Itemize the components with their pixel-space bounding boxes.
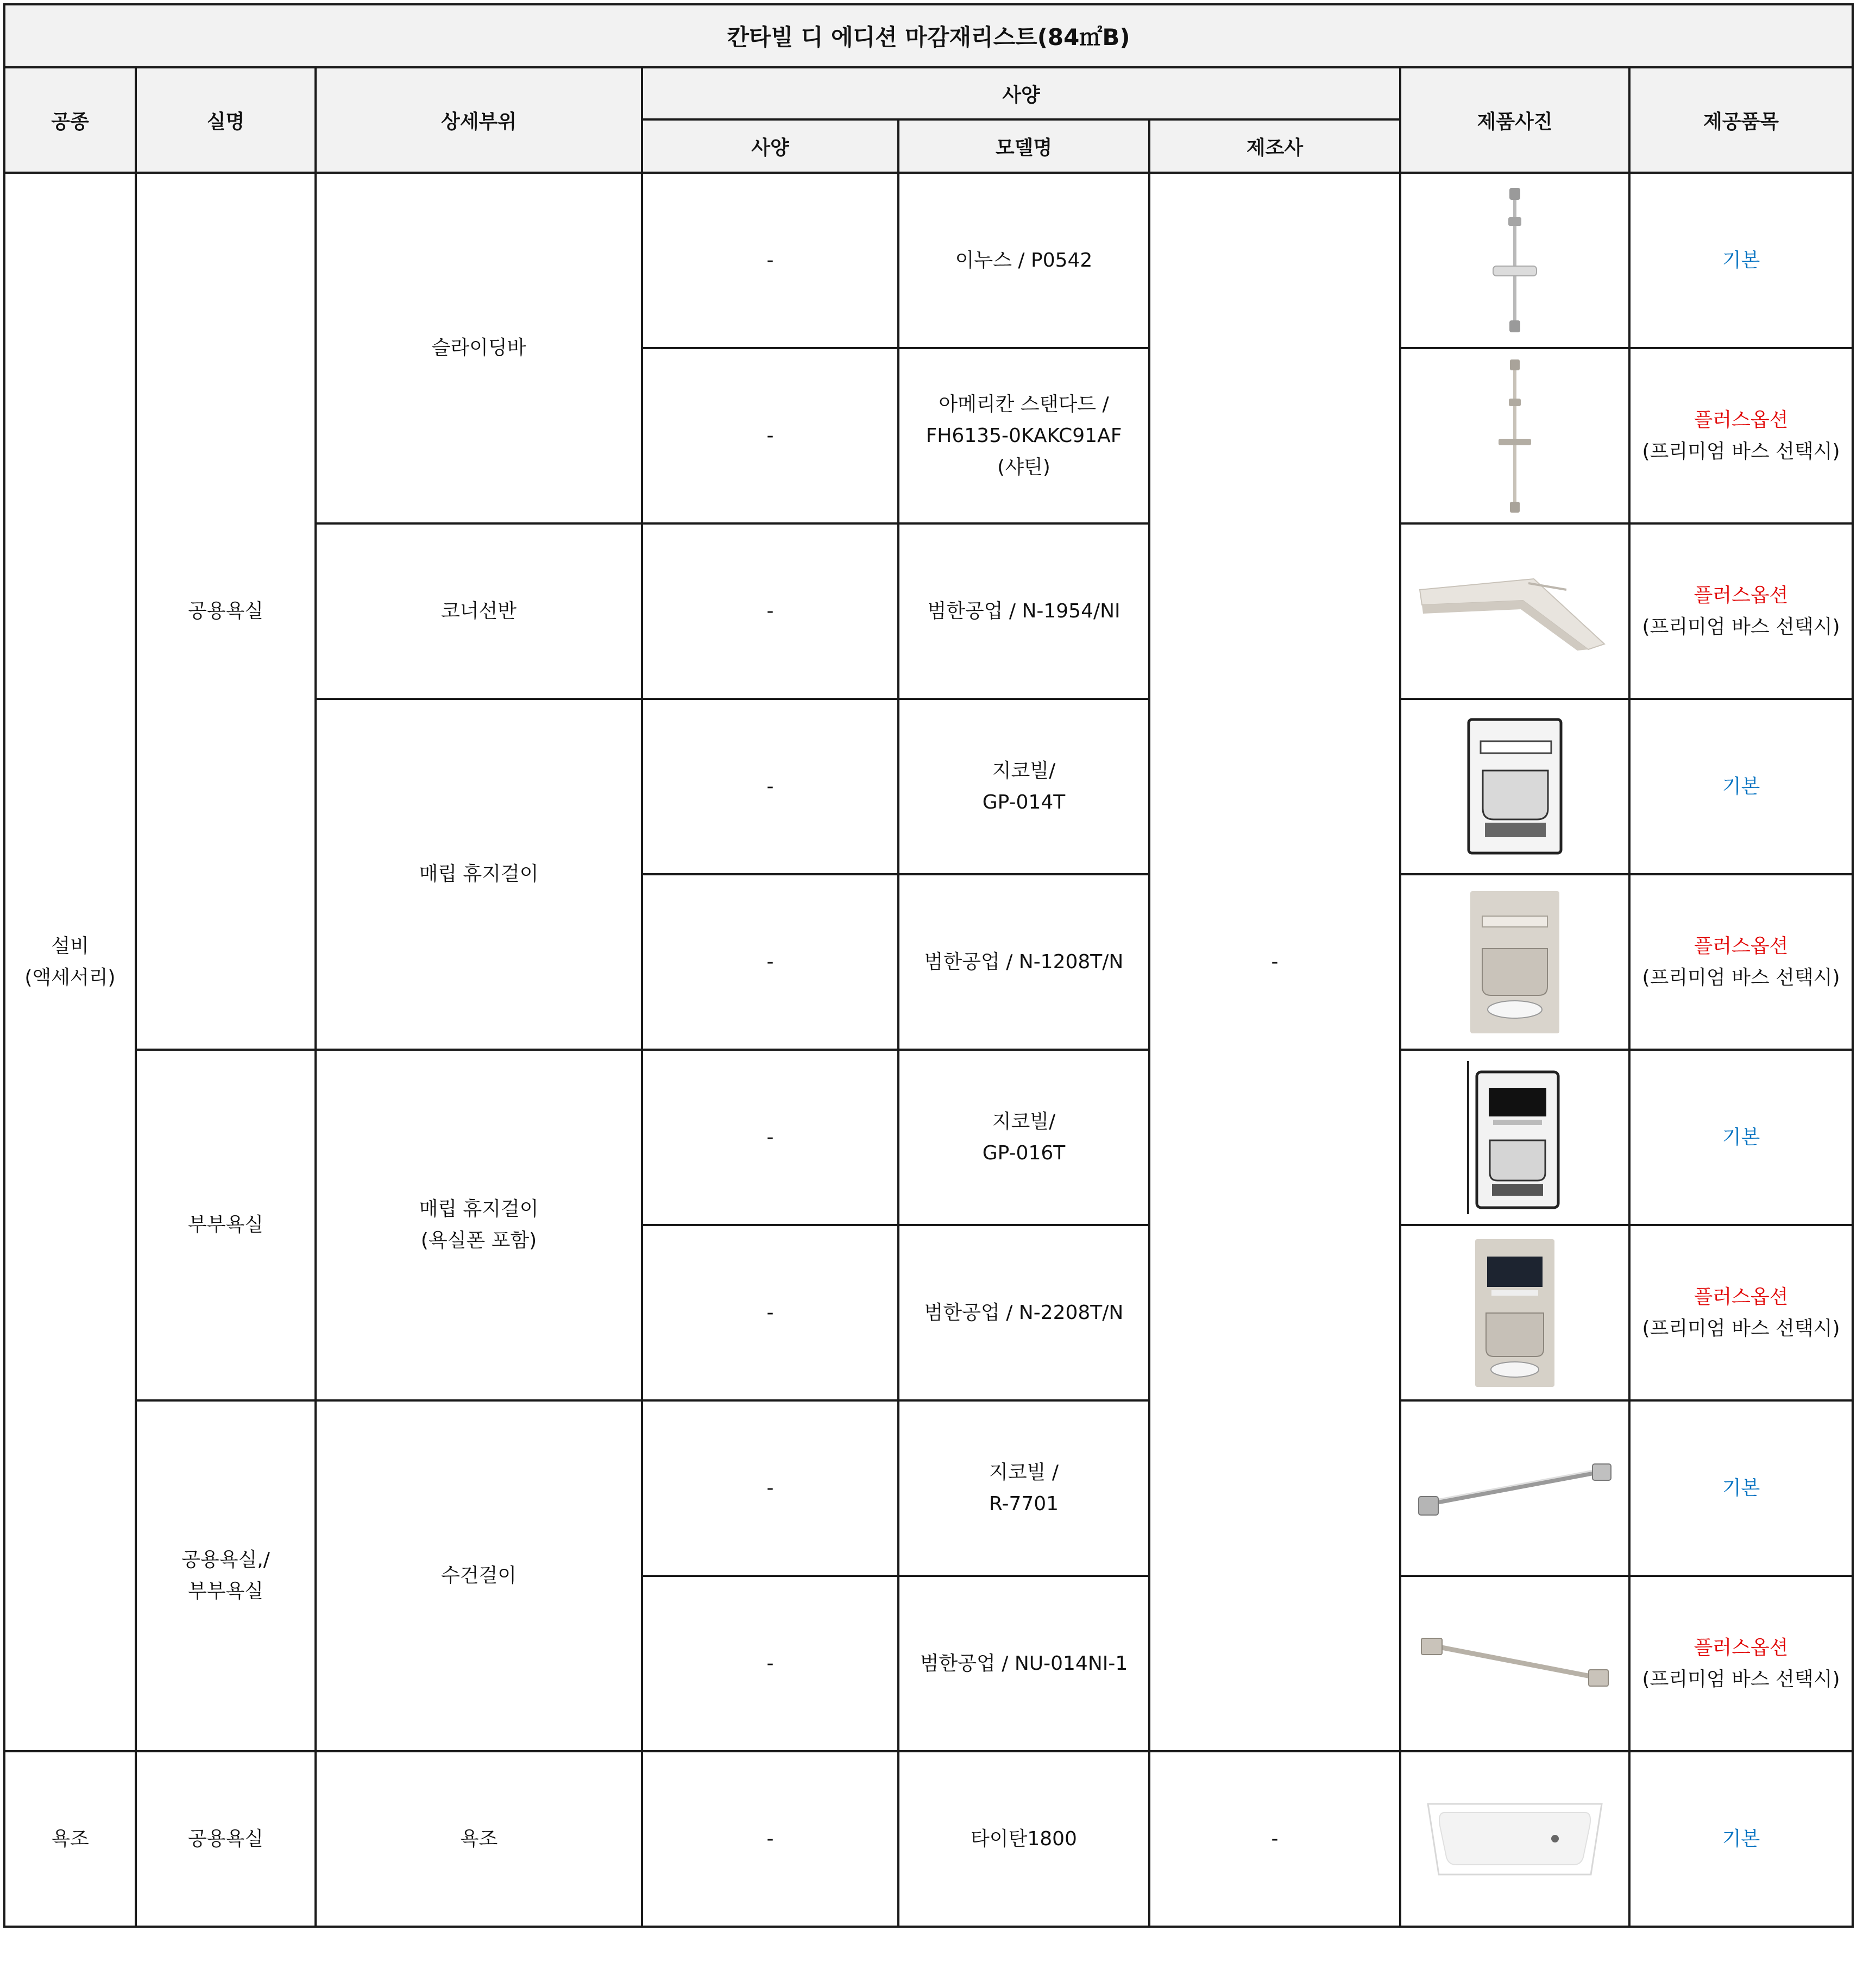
provision-plus-label: 플러스옵션 [1694,408,1789,431]
maker-bath-cell: - [1149,1751,1400,1927]
detail-paper-phone-line: 매립 휴지걸이 [419,1198,539,1220]
header-spec: 사양 [642,119,898,173]
model-cell [898,1050,1149,1225]
trade-equipment-label: 설비 [51,935,89,957]
header-detail: 상세부위 [316,67,642,173]
model-line: 범한공업 / NU-014NI-1 [920,1652,1128,1675]
provision-cell [1629,1050,1853,1225]
provision-plus-label: 플러스옵션 [1694,584,1789,607]
provision-cell [1629,874,1853,1050]
provision-note: (프리미엄 바스 선택시) [1642,440,1840,463]
spec-cell: - [642,1050,898,1225]
towel-bar-chrome-icon [1414,1459,1615,1518]
header-photo: 제품사진 [1400,67,1629,173]
provision-basic-label: 기본 [1722,1827,1760,1850]
photo-cell [1400,348,1629,523]
model-line: GP-016T [982,1141,1066,1164]
provision-cell [1629,523,1853,699]
provision-cell [1629,1225,1853,1400]
spec-cell: - [642,699,898,874]
detail-sliding-cell: 슬라이딩바 [316,173,642,523]
trade-bath-cell: 욕조 [4,1751,136,1927]
spec-cell: - [642,874,898,1050]
model-line: 아메리칸 스탠다드 / [939,393,1109,415]
spec-cell: - [642,1751,898,1927]
paper-holder-nickel-icon [1466,889,1564,1036]
model-line: 지코빌/ [992,1110,1056,1133]
model-cell [898,1576,1149,1751]
photo-cell [1400,523,1629,699]
room-both-line: 부부욕실 [187,1580,264,1602]
provision-note: (프리미엄 바스 선택시) [1642,1317,1840,1340]
finish-table [3,3,1854,1928]
model-line: FH6135-0KAKC91AF [926,424,1122,447]
photo-cell [1400,1050,1629,1225]
spec-cell: - [642,1225,898,1400]
photo-cell [1400,1751,1629,1927]
model-cell [898,173,1149,348]
provision-basic-label: 기본 [1722,775,1760,798]
spec-cell: - [642,1400,898,1576]
provision-cell [1629,1400,1853,1576]
trade-equipment-sub: (액세서리) [24,966,116,989]
model-line: (샤틴) [997,456,1050,478]
maker-equipment-cell: - [1149,173,1400,1751]
header-spec-group: 사양 [642,67,1400,119]
photo-cell [1400,874,1629,1050]
model-line: 지코빌 / [989,1461,1059,1484]
towel-bar-nickel-icon [1417,1634,1613,1694]
room-both-line: 공용욕실,/ [181,1549,270,1571]
provision-basic-label: 기본 [1722,249,1760,272]
header-model: 모델명 [898,119,1149,173]
detail-towel-cell: 수건걸이 [316,1400,642,1751]
provision-basic-label: 기본 [1722,1126,1760,1148]
model-line: 지코빌/ [992,759,1056,782]
photo-cell [1400,699,1629,874]
model-cell [898,874,1149,1050]
model-line: 타이탄1800 [971,1827,1077,1850]
model-cell [898,348,1149,523]
model-line: R-7701 [989,1492,1059,1515]
paper-holder-chrome-icon [1463,716,1566,857]
spec-cell: - [642,1576,898,1751]
header-provision: 제공품목 [1629,67,1853,173]
photo-cell [1400,1400,1629,1576]
spec-cell: - [642,523,898,699]
spec-cell: - [642,173,898,348]
provision-cell [1629,1576,1853,1751]
provision-plus-label: 플러스옵션 [1694,1636,1789,1659]
paper-holder-phone-nickel-icon [1469,1237,1561,1389]
model-line: 범한공업 / N-1954/NI [927,599,1121,622]
detail-corner-cell: 코너선반 [316,523,642,699]
sliding-bar-satin-icon [1482,357,1547,515]
paper-holder-phone-chrome-icon [1466,1059,1564,1216]
room-master-cell: 부부욕실 [136,1050,316,1400]
photo-cell [1400,173,1629,348]
model-cell [898,1400,1149,1576]
provision-cell [1629,348,1853,523]
room-both-cell [136,1400,316,1751]
finish-material-list [3,3,1852,1928]
model-cell [898,699,1149,874]
model-line: GP-014T [982,791,1066,813]
room-common-cell: 공용욕실 [136,173,316,1050]
header-room: 실명 [136,67,316,173]
provision-cell [1629,173,1853,348]
model-line: 범한공업 / N-2208T/N [924,1301,1124,1324]
photo-cell [1400,1576,1629,1751]
detail-paper-cell: 매립 휴지걸이 [316,699,642,1050]
model-cell [898,523,1149,699]
bathtub-icon [1422,1793,1607,1885]
provision-basic-label: 기본 [1722,1476,1760,1499]
provision-plus-label: 플러스옵션 [1694,1285,1789,1308]
photo-cell [1400,1225,1629,1400]
header-trade: 공종 [4,67,136,173]
table-title: 칸타빌 디 에디션 마감재리스트(84㎡B) [4,4,1853,67]
model-cell [898,1225,1149,1400]
corner-shelf-icon [1414,568,1615,655]
provision-note: (프리미엄 바스 선택시) [1642,1668,1840,1690]
detail-paper-phone-cell [316,1050,642,1400]
model-line: 이누스 / P0542 [955,249,1093,272]
provision-plus-label: 플러스옵션 [1694,935,1789,957]
model-cell [898,1751,1149,1927]
provision-cell [1629,1751,1853,1927]
spec-cell: - [642,348,898,523]
header-maker: 제조사 [1149,119,1400,173]
sliding-bar-icon [1482,185,1547,337]
provision-note: (프리미엄 바스 선택시) [1642,966,1840,989]
provision-note: (프리미엄 바스 선택시) [1642,615,1840,638]
room-bath-cell: 공용욕실 [136,1751,316,1927]
detail-paper-phone-line: (욕실폰 포함) [420,1229,537,1252]
detail-bathtub-cell: 욕조 [316,1751,642,1927]
trade-equipment-cell [4,173,136,1751]
provision-cell [1629,699,1853,874]
model-line: 범한공업 / N-1208T/N [924,950,1124,973]
